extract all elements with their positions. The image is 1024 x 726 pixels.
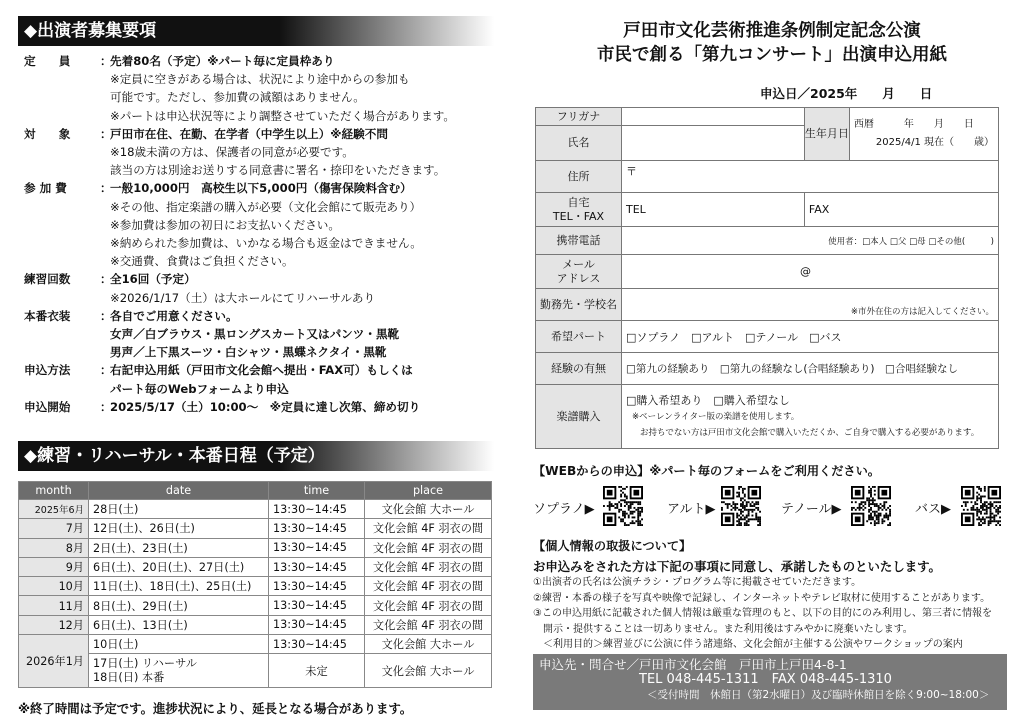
place-cell: 文化会館 大ホール bbox=[365, 654, 492, 688]
table-row bbox=[19, 635, 492, 654]
soprano-qr-icon[interactable] bbox=[603, 486, 643, 526]
name-field[interactable] bbox=[622, 126, 805, 161]
performance-date: 18日(日) 本番 bbox=[93, 670, 165, 684]
month-cell: 11月 bbox=[19, 596, 89, 615]
home-label: 自宅 bbox=[567, 195, 590, 209]
qr-row bbox=[533, 486, 1003, 528]
requirement-value: 先着80名（予定）※パート毎に定員枠あり bbox=[110, 54, 335, 68]
place-cell: 文化会館 大ホール bbox=[365, 635, 492, 654]
privacy-title: 【個人情報の取扱について】 bbox=[533, 539, 692, 553]
date-cell: 11日(土)、18日(土)、25日(土) bbox=[89, 577, 269, 596]
email-field[interactable]: @ bbox=[622, 255, 999, 289]
requirement-label: 練習回数 bbox=[24, 272, 71, 287]
date-cell: 6日(土)、13日(土) bbox=[89, 615, 269, 634]
birth-label: 生年月日 bbox=[804, 108, 849, 161]
email-label bbox=[536, 255, 622, 289]
requirement-value: 全16回（予定） bbox=[110, 272, 196, 287]
time-cell: 13:30~14:45 bbox=[269, 596, 365, 615]
experience-label: 経験の有無 bbox=[536, 353, 622, 385]
date-cell: 2日(土)、23日(土) bbox=[89, 538, 269, 557]
requirement-label: 申込方法 bbox=[24, 363, 71, 378]
colon: ： bbox=[100, 363, 112, 378]
table-row bbox=[19, 557, 492, 576]
mobile-label: 携帯電話 bbox=[536, 227, 622, 255]
privacy-item: 開示・提供することは一切ありません。また利用後はすみやかに廃棄いたします。 bbox=[533, 623, 913, 635]
form-title-2: 市民で創る「第九コンサート」出演申込用紙 bbox=[597, 45, 947, 65]
table-row bbox=[19, 596, 492, 615]
date-cell: 10日(土) bbox=[89, 635, 269, 654]
privacy-lead: お申込みをされた方は下記の事項に同意し、承諾したものといたします。 bbox=[533, 559, 941, 574]
place-cell: 文化会館 4F 羽衣の間 bbox=[365, 596, 492, 615]
table-row bbox=[19, 654, 492, 688]
web-apply-title: 【WEBからの申込】※パート毎のフォームをご利用ください。 bbox=[533, 464, 880, 478]
col-date: date bbox=[89, 482, 269, 500]
requirement-value: 一般10,000円 高校生以下5,000円（傷害保険料含む） bbox=[110, 181, 412, 196]
month-cell: 10月 bbox=[19, 577, 89, 596]
place-cell: 文化会館 4F 羽衣の間 bbox=[365, 577, 492, 596]
tenor-qr-icon[interactable] bbox=[851, 486, 891, 526]
requirement-label: 対 象 bbox=[24, 126, 71, 141]
date-cell: 28日(土) bbox=[89, 500, 269, 519]
name-label: 氏名 bbox=[536, 126, 622, 161]
place-cell: 文化会館 4F 羽衣の間 bbox=[365, 557, 492, 576]
table-row bbox=[19, 615, 492, 634]
privacy-item: ②練習・本番の様子を写真や映像で記録し、インターネットやテレビ取材に使用することがあります。 bbox=[533, 592, 991, 604]
time-cell: 13:30~14:45 bbox=[269, 635, 365, 654]
colon: ： bbox=[100, 181, 112, 196]
time-cell: 13:30~14:45 bbox=[269, 500, 365, 519]
colon: ： bbox=[100, 272, 112, 287]
age-line: 2025/4/1 現在（ 歳） bbox=[875, 137, 994, 148]
month-cell: 8月 bbox=[19, 538, 89, 557]
date-cell: 8日(土)、29日(土) bbox=[89, 596, 269, 615]
col-month: month bbox=[19, 482, 89, 500]
requirements-list bbox=[24, 52, 502, 416]
requirement-row bbox=[24, 125, 502, 143]
privacy-item: ＜利用目的＞練習並びに公演に伴う諸連絡、文化会館が主催する公演やワークショップの案内 bbox=[533, 639, 963, 650]
table-row bbox=[19, 500, 492, 519]
score-field[interactable] bbox=[622, 385, 999, 449]
requirement-label: 参 加 費 bbox=[24, 181, 67, 196]
time-cell: 13:30~14:45 bbox=[269, 538, 365, 557]
privacy-item: ①出演者の氏名は公演チラシ・プログラム等に掲載させていただきます。 bbox=[533, 577, 862, 588]
requirement-note: ※その他、指定楽譜の購入が必要（文化会館にて販売あり） bbox=[110, 199, 422, 214]
requirement-note: 該当の方は別途お送りする同意書に署名・捺印をいただきます。 bbox=[110, 163, 446, 178]
requirement-note: ※パートは申込状況等により調整させていただく場合があります。 bbox=[110, 108, 456, 123]
score-note-2: お持ちでない方は戸田市文化会館で購入いただくか、ご自身で購入する必要があります。 bbox=[640, 427, 980, 438]
requirement-label: 定 員 bbox=[24, 54, 71, 68]
place-cell: 文化会館 4F 羽衣の間 bbox=[365, 538, 492, 557]
requirement-value: 戸田市在住、在勤、在学者（中学生以上）※経験不問 bbox=[110, 126, 388, 141]
time-cell: 13:30~14:45 bbox=[269, 615, 365, 634]
month-cell: 9月 bbox=[19, 557, 89, 576]
home-tel-label bbox=[536, 193, 622, 227]
part-options[interactable]: □ソプラノ □アルト □テノール □バス bbox=[622, 321, 999, 353]
place-cell: 文化会館 大ホール bbox=[365, 500, 492, 519]
schedule-banner: ◆練習・リハーサル・本番日程（予定） bbox=[18, 441, 494, 471]
time-cell: 13:30~14:45 bbox=[269, 577, 365, 596]
time-cell: 13:30~14:45 bbox=[269, 557, 365, 576]
bass-qr-icon[interactable] bbox=[961, 486, 1001, 526]
month-cell: 2026年1月 bbox=[19, 635, 89, 688]
mail-label: メール bbox=[562, 257, 595, 271]
place-cell: 文化会館 4F 羽衣の間 bbox=[365, 615, 492, 634]
birth-line: 西暦 年 月 日 bbox=[853, 119, 974, 130]
requirement-note: ※納められた参加費は、いかなる場合も返金はできません。 bbox=[110, 236, 422, 251]
rehearsal-date: 17日(土) リハーサル bbox=[93, 656, 197, 670]
colon: ： bbox=[100, 54, 112, 68]
privacy-item: ③この申込用紙に記載された個人情報は厳重な管理のもと、以下の目的にのみ利用し、第三者に情報を bbox=[533, 608, 992, 619]
date-cell: 6日(土)、20日(土)、27日(土) bbox=[89, 557, 269, 576]
privacy-list bbox=[533, 575, 992, 653]
col-time: time bbox=[269, 482, 365, 500]
contact-box bbox=[533, 654, 1007, 710]
date-cell bbox=[89, 654, 269, 688]
score-label: 楽譜購入 bbox=[536, 385, 622, 449]
requirement-row bbox=[24, 179, 502, 197]
tel-field[interactable]: TEL bbox=[622, 193, 805, 227]
work-field[interactable]: ※市外在住の方は記入してください。 bbox=[622, 289, 999, 321]
requirement-note: ※18歳未満の方は、保護者の同意が必要です。 bbox=[110, 145, 354, 160]
month-cell: 12月 bbox=[19, 615, 89, 634]
requirement-note: 男声／上下黒スーツ・白シャツ・黒蝶ネクタイ・黒靴 bbox=[110, 345, 387, 360]
requirement-value: 右記申込用紙（戸田市文化会館へ提出・FAX可）もしくは bbox=[110, 363, 413, 378]
requirement-label: 申込開始 bbox=[24, 399, 71, 414]
requirement-note: パート毎のWebフォームより申込 bbox=[110, 381, 289, 396]
requirement-value: 各自でご用意ください。 bbox=[110, 308, 238, 323]
tenor-label: テノール▶ bbox=[781, 502, 842, 517]
schedule-table bbox=[18, 481, 492, 688]
address-field[interactable]: 〒 bbox=[622, 161, 999, 193]
table-row bbox=[19, 577, 492, 596]
bass-label: バス▶ bbox=[915, 502, 951, 517]
time-cell: 未定 bbox=[269, 654, 365, 688]
month-cell: 2025年6月 bbox=[19, 500, 89, 519]
table-row bbox=[19, 538, 492, 557]
requirement-note: 可能です。ただし、参加費の減額はありません。 bbox=[110, 90, 365, 105]
requirement-note: ※交通費、食費はご負担ください。 bbox=[110, 254, 294, 269]
alto-qr-icon[interactable] bbox=[721, 486, 761, 526]
footnote: ※終了時間は予定です。進捗状況により、延長となる場合があります。 bbox=[18, 701, 413, 716]
requirement-value: 2025/5/17（土）10:00～ ※定員に達し次第、締め切り bbox=[110, 399, 421, 414]
address-sub-label: アドレス bbox=[556, 271, 601, 285]
fax-field[interactable]: FAX bbox=[804, 193, 998, 227]
requirement-note: ※定員に空きがある場合は、状況により途中からの参加も bbox=[110, 72, 410, 87]
requirement-row bbox=[24, 307, 502, 325]
month-cell: 7月 bbox=[19, 519, 89, 538]
part-label: 希望パート bbox=[536, 321, 622, 353]
place-cell: 文化会館 4F 羽衣の間 bbox=[365, 519, 492, 538]
score-note-1: ※ベーレンライター版の楽譜を使用します。 bbox=[632, 411, 800, 422]
address-label: 住所 bbox=[536, 161, 622, 193]
colon: ： bbox=[100, 126, 112, 141]
requirement-label: 本番衣装 bbox=[24, 308, 71, 323]
col-place: place bbox=[365, 482, 492, 500]
colon: ： bbox=[100, 399, 112, 414]
apply-date: 申込日／2025年 月 日 bbox=[760, 86, 933, 101]
furigana-label: フリガナ bbox=[536, 108, 622, 126]
table-row bbox=[19, 519, 492, 538]
requirement-row bbox=[24, 270, 502, 288]
contact-line-2: TEL 048-445-1311 FAX 048-445-1310 bbox=[639, 671, 892, 687]
furigana-field[interactable] bbox=[622, 108, 805, 126]
requirement-row bbox=[24, 52, 502, 70]
work-label: 勤務先・学校名 bbox=[536, 289, 622, 321]
colon: ： bbox=[100, 308, 112, 323]
requirement-row bbox=[24, 361, 502, 379]
telfax-label: TEL・FAX bbox=[552, 209, 605, 223]
requirement-note: ※参加費は参加の初日にお支払いください。 bbox=[110, 217, 340, 232]
recruit-banner: ◆出演者募集要項 bbox=[18, 16, 494, 46]
contact-line-3: ＜受付時間 休館日（第2水曜日）及び臨時休館日を除く9:00~18:00＞ bbox=[647, 688, 990, 701]
soprano-label: ソプラノ▶ bbox=[533, 502, 595, 517]
birth-field[interactable] bbox=[849, 108, 998, 161]
requirement-note: 女声／白ブラウス・黒ロングスカート又はパンツ・黒靴 bbox=[110, 327, 400, 342]
form-title-1: 戸田市文化芸術推進条例制定記念公演 bbox=[623, 21, 921, 41]
requirement-row bbox=[24, 398, 502, 416]
mobile-field[interactable]: 使用者：□本人 □父 □母 □その他( ) bbox=[622, 227, 999, 255]
time-cell: 13:30~14:45 bbox=[269, 519, 365, 538]
contact-line-1: 申込先・問合せ／戸田市文化会館 戸田市上戸田4-8-1 bbox=[539, 657, 847, 672]
date-cell: 12日(土)、26日(土) bbox=[89, 519, 269, 538]
application-form bbox=[535, 107, 999, 449]
experience-options[interactable]: □第九の経験あり □第九の経験なし(合唱経験あり) □合唱経験なし bbox=[622, 353, 999, 385]
requirement-note: ※2026/1/17（土）は大ホールにてリハーサルあり bbox=[110, 290, 376, 305]
score-options[interactable]: □購入希望あり □購入希望なし bbox=[626, 393, 790, 407]
alto-label: アルト▶ bbox=[667, 502, 716, 517]
